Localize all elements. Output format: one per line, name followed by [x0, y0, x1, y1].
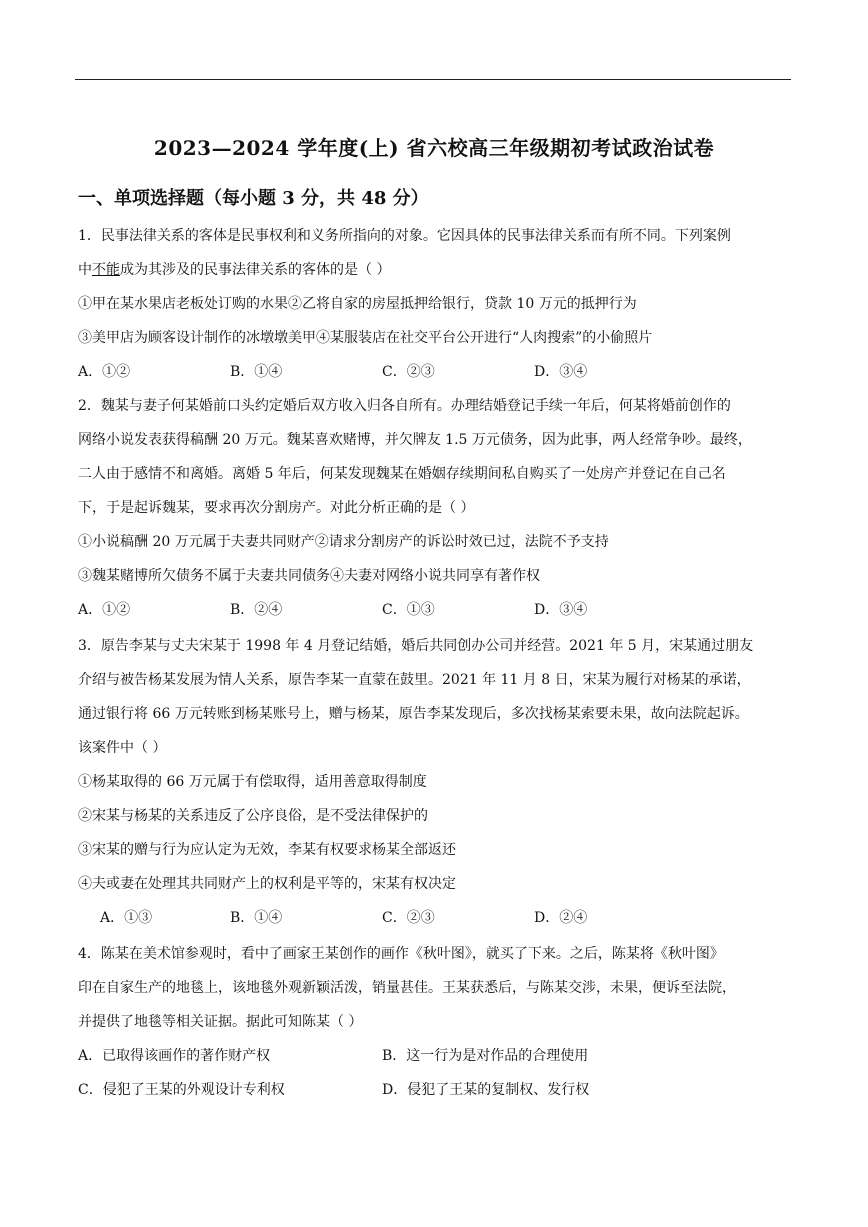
q1-stem-suffix: 成为其涉及的民事法律关系的客体的是（ ）: [120, 262, 391, 278]
q1-option-c[interactable]: C．②③: [382, 364, 435, 380]
q1-option-a[interactable]: A．①②: [78, 364, 131, 380]
header-rule: [75, 79, 791, 80]
q3-stem-line-4: 该案件中（ ）: [78, 740, 167, 756]
q3-option-a[interactable]: A．①③: [100, 910, 153, 926]
page-title: 2023—2024 学年度(上) 省六校高三年级期初考试政治试卷: [153, 136, 715, 160]
q3-statement-2: ②宋某与杨某的关系违反了公序良俗，是不受法律保护的: [78, 808, 428, 824]
q4-stem-line-1: 4．陈某在美术馆参观时，看中了画家王某创作的画作《秋叶图》，就买了下来。之后，陈某将《秋叶图》: [78, 946, 724, 962]
q4-stem-line-3: 并提供了地毯等相关证据。据此可知陈某（ ）: [78, 1014, 363, 1030]
q1-stem-line-1: 1．民事法律关系的客体是民事权利和义务所指向的对象。它因具体的民事法律关系而有所不同。下列案例: [78, 228, 731, 244]
q2-stem-line-2: 网络小说发表获得稿酬 20 万元。魏某喜欢赌博，并欠牌友 1.5 万元债务，因为此事，两人经常争吵。最终，: [78, 432, 752, 448]
q2-option-a[interactable]: A．①②: [78, 602, 131, 618]
q2-option-c[interactable]: C．①③: [382, 602, 435, 618]
q4-option-b[interactable]: B．这一行为是对作品的合理使用: [382, 1048, 589, 1064]
section-heading: 一、单项选择题（每小题 3 分，共 48 分）: [78, 188, 429, 209]
q4-stem-line-2: 印在自家生产的地毯上，该地毯外观新颖活泼，销量甚佳。王某获悉后，与陈某交涉，未果，便诉至法院，: [78, 980, 736, 996]
q2-stem-line-3: 二人由于感情不和离婚。离婚 5 年后，何某发现魏某在婚姻存续期间私自购买了一处房产并登记在自己名: [78, 466, 726, 482]
q3-option-d[interactable]: D．②④: [534, 910, 588, 926]
q1-option-d[interactable]: D．③④: [534, 364, 588, 380]
q2-stem-line-4: 下，于是起诉魏某，要求再次分割房产。对此分析正确的是（ ）: [78, 500, 475, 516]
q3-statement-3: ③宋某的赠与行为应认定为无效，李某有权要求杨某全部返还: [78, 842, 456, 858]
q3-option-b[interactable]: B．①④: [230, 910, 283, 926]
q3-statement-1: ①杨某取得的 66 万元属于有偿取得，适用善意取得制度: [78, 774, 427, 790]
q3-stem-line-3: 通过银行将 66 万元转账到杨某账号上，赠与杨某，原告李某发现后，多次找杨某索要未果，故向法院起诉。: [78, 706, 749, 722]
q1-option-b[interactable]: B．①④: [230, 364, 283, 380]
q2-option-d[interactable]: D．③④: [534, 602, 588, 618]
q4-option-d[interactable]: D．侵犯了王某的复制权、发行权: [382, 1082, 590, 1098]
q3-option-c[interactable]: C．②③: [382, 910, 435, 926]
q2-option-b[interactable]: B．②④: [230, 602, 283, 618]
q4-option-a[interactable]: A．已取得该画作的著作财产权: [78, 1048, 271, 1064]
q1-stem-prefix: 中: [78, 262, 92, 278]
q1-statement-2: ③美甲店为顾客设计制作的冰墩墩美甲④某服装店在社交平台公开进行“人肉搜索”的小偷照片: [78, 330, 653, 346]
q3-stem-line-1: 3．原告李某与丈夫宋某于 1998 年 4 月登记结婚，婚后共同创办公司并经营。2021 年 5 月，宋某通过朋友: [78, 638, 754, 654]
q2-stem-line-1: 2．魏某与妻子何某婚前口头约定婚后双方收入归各自所有。办理结婚登记手续一年后，何某将婚前创作的: [78, 398, 731, 414]
q2-statement-1: ①小说稿酬 20 万元属于夫妻共同财产②请求分割房产的诉讼时效已过，法院不予支持: [78, 534, 609, 550]
q3-statement-4: ④夫或妻在处理其共同财产上的权利是平等的，宋某有权决定: [78, 876, 456, 892]
q1-emphasis-not: 不能: [92, 262, 120, 278]
q2-statement-2: ③魏某赌博所欠债务不属于夫妻共同债务④夫妻对网络小说共同享有著作权: [78, 568, 540, 584]
q1-statement-1: ①甲在某水果店老板处订购的水果②乙将自家的房屋抵押给银行，贷款 10 万元的抵押行为: [78, 296, 637, 312]
q1-stem-line-2: [78, 260, 390, 280]
q3-stem-line-2: 介绍与被告杨某发展为情人关系，原告李某一直蒙在鼓里。2021 年 11 月 8 日，宋某为履行对杨某的承诺，: [78, 672, 751, 688]
q4-option-c[interactable]: C．侵犯了王某的外观设计专利权: [78, 1082, 285, 1098]
